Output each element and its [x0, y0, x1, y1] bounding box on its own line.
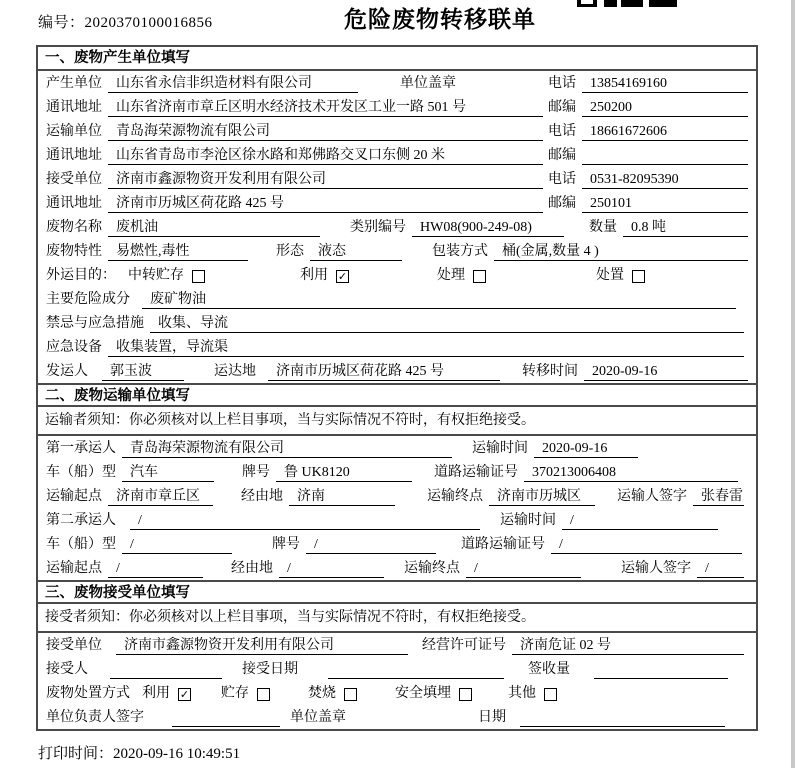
via-label: 经由地	[231, 561, 273, 576]
row-route1	[38, 484, 756, 508]
transporter-sign-value: /	[697, 559, 744, 578]
row-emergency-equipment	[38, 335, 756, 359]
page-title: 危险废物转移联单	[344, 6, 536, 32]
purpose-label: 外运目的：	[46, 268, 116, 283]
phone-value: 18661672606	[582, 122, 748, 141]
row-transport-unit	[38, 119, 756, 143]
zip-group	[548, 194, 748, 213]
receive-unit-value: 济南市鑫源物资开发利用有限公司	[116, 636, 408, 655]
characteristics-value: 易燃性,毒性	[108, 242, 248, 261]
date-label: 日期	[478, 710, 506, 725]
receive-date-label: 接受日期	[242, 662, 298, 677]
receiver-value	[110, 660, 222, 679]
address-label: 通讯地址	[46, 196, 102, 211]
waste-name-value: 废机油	[108, 218, 320, 237]
option-label: 焚烧	[308, 686, 336, 701]
phone-label: 电话	[548, 172, 576, 187]
carrier1-value: 青岛海荣源物流有限公司	[122, 439, 452, 458]
purpose-option-dispose	[596, 266, 645, 285]
option-label: 贮存	[221, 686, 249, 701]
serial-label: 编号：	[38, 15, 85, 31]
checkbox-utilize: ✓	[337, 270, 348, 283]
qr-block	[649, 0, 677, 7]
checkbox-transfer-storage	[192, 270, 205, 283]
zip-value: 250101	[582, 194, 748, 213]
responsible-sign-label: 单位负责人签字	[46, 710, 144, 725]
option-label: 安全填埋	[395, 686, 451, 701]
quantity-value: 0.8 吨	[623, 218, 748, 237]
origin-value: 济南市章丘区	[108, 487, 213, 506]
produce-unit-value: 山东省永信非织造材料有限公司	[108, 74, 358, 93]
origin-label: 运输起点	[46, 561, 102, 576]
phone-group	[548, 122, 748, 141]
carrier1-label: 第一承运人	[46, 441, 116, 456]
plate-value: 鲁 UK8120	[276, 463, 412, 482]
address-value: 山东省济南市章丘区明水经济技术开发区工业一路 501 号	[108, 98, 543, 117]
option-label: 处置	[596, 268, 624, 283]
vehicle-type-label: 车（船）型	[46, 465, 116, 480]
transport-time-label: 运输时间	[500, 513, 556, 528]
hazard-label: 主要危险成分	[46, 292, 130, 307]
row-waste-name	[38, 215, 756, 239]
form-state-value: 液态	[310, 242, 402, 261]
license-label: 经营许可证号	[422, 638, 506, 653]
emergency-equipment-value: 收集装置，导流渠	[108, 338, 744, 357]
origin-label: 运输起点	[46, 489, 102, 504]
option-label: 中转贮存	[128, 268, 184, 283]
packaging-label: 包装方式	[432, 244, 488, 259]
checkbox-incinerate	[344, 688, 357, 701]
row-receive-unit	[38, 167, 756, 191]
emergency-equipment-label: 应急设备	[46, 340, 102, 355]
disposal-label: 废物处置方式	[46, 686, 130, 701]
disposal-option-storage	[221, 684, 270, 703]
category-no-value: HW08(900-249-08)	[412, 218, 564, 237]
received-qty-label: 签收量	[528, 662, 570, 677]
road-permit-value: 370213006408	[524, 463, 738, 482]
row-carrier1	[38, 436, 756, 460]
vehicle-type-label: 车（船）型	[46, 537, 116, 552]
transporter-sign-label: 运输人签字	[621, 561, 691, 576]
road-permit-label: 道路运输证号	[434, 465, 518, 480]
receiver-notice: 接受者须知：你必须核对以上栏目事项，当与实际情况不符时，有权拒绝接受。	[38, 604, 756, 633]
transport-time-value: 2020-09-16	[534, 439, 638, 458]
shipper-value: 郭玉波	[102, 362, 184, 381]
transporter-notice: 运输者须知：你必须核对以上栏目事项，当与实际情况不符时，有权拒绝接受。	[38, 407, 756, 436]
emergency-measures-value: 收集、导流	[150, 314, 744, 333]
end-label: 运输终点	[427, 489, 483, 504]
checkbox-dispose	[632, 270, 645, 283]
road-permit-label: 道路运输证号	[461, 537, 545, 552]
zip-group	[548, 98, 748, 117]
transfer-time-label: 转移时间	[522, 364, 578, 379]
via-label: 经由地	[241, 489, 283, 504]
zip-value	[582, 146, 748, 165]
checkbox-landfill	[459, 688, 472, 701]
row-address2	[38, 143, 756, 167]
origin-value: /	[108, 559, 203, 578]
destination-label: 运达地	[214, 364, 256, 379]
vehicle-type-value: 汽车	[122, 463, 214, 482]
transporter-sign-value: 张春雷	[693, 487, 744, 506]
zip-label: 邮编	[548, 100, 576, 115]
road-permit-value: /	[551, 535, 742, 554]
responsible-sign-value	[172, 708, 280, 727]
row-receive-unit3	[38, 633, 756, 657]
row-hazard	[38, 287, 756, 311]
received-qty-value	[594, 660, 728, 679]
receiver-label: 接受人	[46, 662, 88, 677]
disposal-option-utilize	[142, 684, 191, 703]
transport-unit-value: 青岛海荣源物流有限公司	[108, 122, 543, 141]
serial-value: 2020370100016856	[84, 15, 213, 31]
transport-time-value: /	[562, 511, 718, 530]
row-shipper	[38, 359, 756, 383]
address-label: 通讯地址	[46, 148, 102, 163]
characteristics-label: 废物特性	[46, 244, 102, 259]
print-time: 打印时间：2020-09-16 10:49:51	[38, 746, 241, 762]
row-purpose	[38, 263, 756, 287]
row-vehicle1	[38, 460, 756, 484]
disposal-option-landfill	[395, 684, 472, 703]
section2-heading: 二、废物运输单位填写	[38, 383, 756, 407]
packaging-value: 桶(金属,数量 4 )	[494, 242, 748, 261]
transport-time-label: 运输时间	[472, 441, 528, 456]
address-value: 山东省青岛市李沧区徐水路和郑佛路交叉口东侧 20 米	[108, 146, 543, 165]
purpose-option-treat	[437, 266, 486, 285]
end-label: 运输终点	[404, 561, 460, 576]
phone-group	[548, 170, 748, 189]
receive-unit-label: 接受单位	[46, 172, 102, 187]
zip-value: 250200	[582, 98, 748, 117]
row-produce-unit	[38, 71, 756, 95]
receive-unit-value: 济南市鑫源物资开发利用有限公司	[108, 170, 543, 189]
checkbox-storage	[257, 688, 270, 701]
purpose-option-transfer-storage	[128, 266, 205, 285]
unit-seal-label: 单位盖章	[400, 76, 456, 91]
phone-value: 0531-82095390	[582, 170, 748, 189]
qr-block	[577, 0, 597, 7]
checkbox-utilize: ✓	[179, 688, 190, 701]
via-value: /	[279, 559, 384, 578]
phone-group	[548, 74, 748, 93]
phone-value: 13854169160	[582, 74, 748, 93]
row-characteristics	[38, 239, 756, 263]
address-label: 通讯地址	[46, 100, 102, 115]
qr-block	[621, 0, 643, 7]
row-emergency-measures	[38, 311, 756, 335]
plate-label: 牌号	[242, 465, 270, 480]
disposal-option-incinerate	[308, 684, 357, 703]
option-label: 其他	[508, 686, 536, 701]
disposal-option-other	[508, 684, 557, 703]
form-state-label: 形态	[276, 244, 304, 259]
end-value: 济南市历城区	[489, 487, 595, 506]
waste-name-label: 废物名称	[46, 220, 102, 235]
row-carrier2	[38, 508, 756, 532]
carrier2-value: /	[130, 511, 480, 530]
transporter-sign-label: 运输人签字	[617, 489, 687, 504]
section1-heading: 一、废物产生单位填写	[38, 47, 756, 71]
shipper-label: 发运人	[46, 364, 88, 379]
zip-label: 邮编	[548, 196, 576, 211]
emergency-measures-label: 禁忌与应急措施	[46, 316, 144, 331]
qr-code-partial-icon	[577, 0, 679, 7]
phone-label: 电话	[548, 124, 576, 139]
date-value	[520, 708, 725, 727]
receive-date-value	[328, 660, 504, 679]
transport-unit-label: 运输单位	[46, 124, 102, 139]
receive-unit-label: 接受单位	[46, 638, 102, 653]
row-disposal	[38, 681, 756, 705]
address-value: 济南市历城区荷花路 425 号	[108, 194, 543, 213]
row-responsible-sign	[38, 705, 756, 729]
plate-label: 牌号	[272, 537, 300, 552]
zip-label: 邮编	[548, 148, 576, 163]
vehicle-type-value: /	[122, 535, 232, 554]
row-receiver	[38, 657, 756, 681]
scrollbar-track[interactable]	[791, 0, 795, 768]
checkbox-treat	[473, 270, 486, 283]
via-value: 济南	[289, 487, 395, 506]
purpose-option-utilize	[300, 266, 349, 285]
manifest-form	[36, 45, 758, 731]
row-vehicle2	[38, 532, 756, 556]
unit-seal-label: 单位盖章	[290, 710, 346, 725]
produce-unit-label: 产生单位	[46, 76, 102, 91]
carrier2-label: 第二承运人	[46, 513, 116, 528]
quantity-label: 数量	[589, 220, 617, 235]
transfer-time-value: 2020-09-16	[584, 362, 748, 381]
plate-value: /	[306, 535, 436, 554]
hazard-value: 废矿物油	[142, 290, 736, 309]
option-label: 利用	[142, 686, 170, 701]
license-value: 济南危证 02 号	[512, 636, 744, 655]
row-address3	[38, 191, 756, 215]
end-value: /	[466, 559, 581, 578]
row-route2	[38, 556, 756, 580]
category-no-label: 类别编号	[350, 220, 406, 235]
destination-value: 济南市历城区荷花路 425 号	[268, 362, 500, 381]
option-label: 利用	[300, 268, 328, 283]
section3-heading: 三、废物接受单位填写	[38, 580, 756, 604]
row-address1	[38, 95, 756, 119]
zip-group	[548, 146, 748, 165]
qr-block	[604, 0, 617, 7]
option-label: 处理	[437, 268, 465, 283]
checkbox-other	[544, 688, 557, 701]
phone-label: 电话	[548, 76, 576, 91]
